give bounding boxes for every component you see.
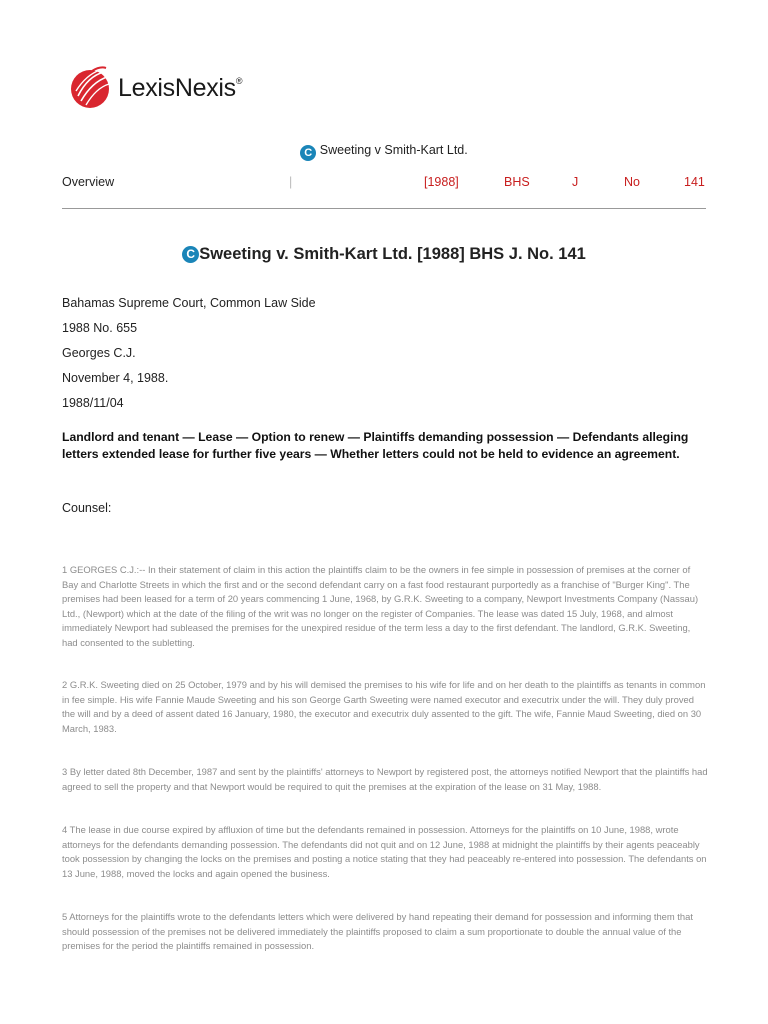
paragraph: 5 Attorneys for the plaintiffs wrote to the defendants letters which were delivered by hand repeating their demand for possession and informing them that should possession of the premises not be delivered immediately the plaintiffs proposed to claim a sum proportionate to double the annual value of the premises for the period the plaintiffs remained in possession. [62, 911, 693, 951]
lexisnexis-logo-icon [70, 66, 112, 110]
document-title-text: Sweeting v. Smith-Kart Ltd. [1988] BHS J. No. 141 [199, 245, 586, 263]
citation-court-link[interactable]: BHS [504, 175, 530, 189]
citation-year-link[interactable]: [1988] [424, 175, 459, 189]
overview-link[interactable]: Overview [62, 175, 115, 189]
lexisnexis-logo [70, 66, 242, 110]
citation-nav [62, 175, 706, 195]
judgment-date-iso: 1988/11/04 [62, 396, 124, 410]
citation-number-link[interactable]: 141 [684, 175, 705, 189]
court-name: Bahamas Supreme Court, Common Law Side [62, 296, 316, 310]
nav-separator: | [289, 175, 293, 189]
c-circle-icon: C [182, 246, 199, 263]
divider [62, 208, 706, 209]
headnote: Landlord and tenant — Lease — Option to renew — Plaintiffs demanding possession — Defendants alleging letters extended lease for further five years — Whether letters could not be held to evidence an agreement. [62, 430, 689, 461]
judgment-date: November 4, 1988. [62, 371, 169, 385]
document-meta [62, 296, 316, 421]
document-title [0, 245, 768, 264]
c-circle-icon: C [300, 145, 316, 161]
judge-name: Georges C.J. [62, 346, 136, 360]
paragraph: 3 By letter dated 8th December, 1987 and sent by the plaintiffs' attorneys to Newport by registered post, the attorneys notified Newport that the plaintiffs had agreed to sell the property and that Newport would be required to quit the premises at the expiration of the lease on 31 May, 1988. [62, 766, 708, 792]
citation-j-link[interactable]: J [572, 175, 579, 189]
paragraph: 2 G.R.K. Sweeting died on 25 October, 1979 and by his will demised the premises to his wife for life and on her death to the plaintiffs as tenants in common in fee simple. His wife Fannie Maude Sweeting and his son George Garth Sweeting were named executor and executrix under the will. They duly proved the will and by a deed of assent dated 16 January, 1980, the executor and executrix duly assented to the gift. The wife, Fannie Maud Sweeting, died on 30 March, 1983. [62, 679, 706, 734]
brand-name: LexisNexis® [118, 73, 243, 102]
header-title-text: Sweeting v Smith-Kart Ltd. [319, 143, 468, 157]
paragraph: 1 GEORGES C.J.:-- In their statement of claim in this action the plaintiffs claim to be the owners in fee simple in possession of premises at the corner of Bay and Charlotte Streets in which the first and or the second defendant carry on a fast food restaurant purportedly as a franchise of "Burger King". The premises had been leased for a term of 20 years commencing 1 June, 1968, by G.R.K. Sweeting to a company, Newport Investments Company (Nassau) Ltd., (Newport) which at the date of the filing of the writ was no longer on the register of Companies. The lease was dated 15 July, 1968, and almost immediately Newport had subleased the premises for the unexpired residue of the term less a day to the first defendant. The landlord, G.R.K. Sweeting, had consented to the subletting. [62, 564, 699, 648]
case-number: 1988 No. 655 [62, 321, 138, 335]
header-title [0, 143, 768, 161]
citation-no-link[interactable]: No [624, 175, 640, 189]
counsel-label: Counsel: [62, 501, 112, 515]
paragraph: 4 The lease in due course expired by affluxion of time but the defendants remained in possession. Attorneys for the plaintiffs on 10 June, 1988, wrote attorneys for the defendants demanding possession. The defendants did not quit and on 12 June, 1988 at midnight the plaintiffs by their agents peaceably took possession by changing the locks on the premises and posting a notice stating that they had peaceably re-entered into possession. The defendants on 13 June, 1988, moved the locks and again opened the business. [62, 824, 707, 879]
